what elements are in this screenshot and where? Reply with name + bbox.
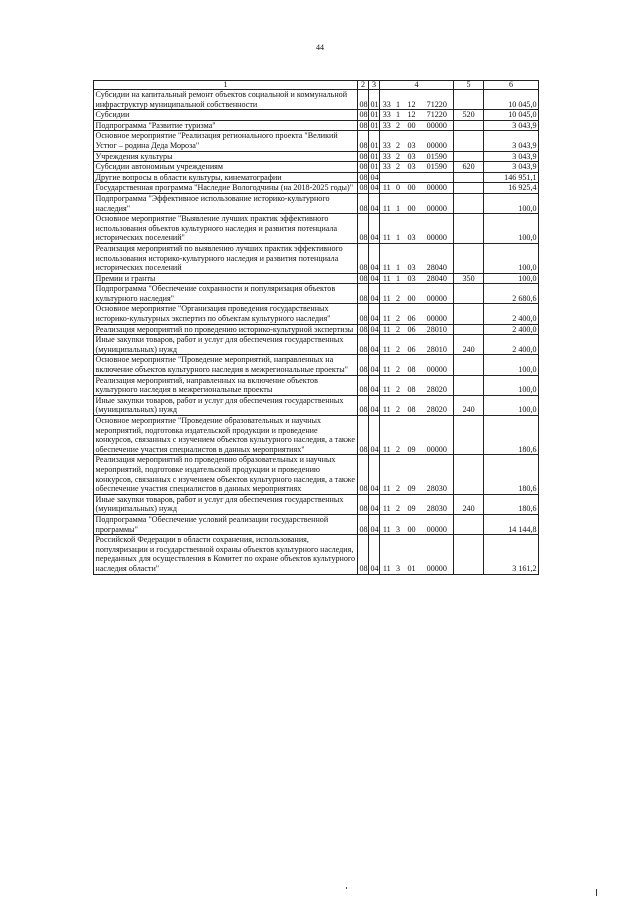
row-target-code-part: 00000 xyxy=(421,131,454,151)
row-subsection-cell: 04 xyxy=(369,214,380,244)
row-target-code-part: 11 xyxy=(380,514,394,534)
row-amount-cell: 2 400,0 xyxy=(484,324,539,335)
table-row xyxy=(94,273,539,284)
row-name-cell: Иные закупки товаров, работ и услуг для обеспечения государственных (муниципальных) нужд xyxy=(94,494,358,514)
table-row xyxy=(94,90,539,110)
row-target-code-part: 33 xyxy=(380,162,394,173)
row-target-code-part: 28020 xyxy=(421,395,454,415)
row-target-code-part: 11 xyxy=(380,416,394,455)
row-expense-type-cell xyxy=(454,151,484,162)
row-target-code-part: 11 xyxy=(380,535,394,574)
row-amount-cell: 100,0 xyxy=(484,193,539,213)
row-target-code-part: 11 xyxy=(380,455,394,494)
row-subsection-cell: 04 xyxy=(369,535,380,574)
row-amount-cell: 180,6 xyxy=(484,416,539,455)
row-target-code-part: 00 xyxy=(403,193,421,213)
row-name-cell: Основное мероприятие "Проведение образовательных и научных мероприятий, подготовка издательской продукции и проведение конкурсов, связанных с изучением объектов культурного наследия, а также обеспечение участия специалистов в данных мероприятиях" xyxy=(94,416,358,455)
row-expense-type-cell: 240 xyxy=(454,494,484,514)
table-row xyxy=(94,151,539,162)
row-expense-type-cell xyxy=(454,535,484,574)
row-target-code-part: 33 xyxy=(380,131,394,151)
table-row xyxy=(94,284,539,304)
row-target-code-part: 1 xyxy=(394,90,403,110)
table-row xyxy=(94,416,539,455)
row-name-cell: Реализация мероприятий по проведению историко-культурной экспертизы xyxy=(94,324,358,335)
table-row xyxy=(94,335,539,355)
row-amount-cell: 100,0 xyxy=(484,395,539,415)
row-target-code-part: 00000 xyxy=(421,183,454,194)
table-row xyxy=(94,355,539,375)
row-target-code-part xyxy=(380,172,394,183)
row-subsection-cell: 01 xyxy=(370,151,379,161)
row-section-cell: 08 xyxy=(359,172,368,182)
row-expense-type-cell xyxy=(454,172,484,183)
table-body xyxy=(94,90,539,575)
row-subsection-cell: 04 xyxy=(369,416,380,455)
row-target-code-part: 11 xyxy=(380,494,394,514)
row-target-code-part: 2 xyxy=(394,395,403,415)
row-target-code-part: 06 xyxy=(403,335,421,355)
scan-mark xyxy=(346,887,347,889)
row-target-code-part: 03 xyxy=(403,243,421,273)
page-number: 44 xyxy=(316,43,324,52)
table-row xyxy=(94,162,539,173)
row-target-code-part: 11 xyxy=(380,183,394,194)
table-row xyxy=(94,494,539,514)
row-target-code-part: 00000 xyxy=(421,535,454,574)
row-name-cell: Субсидии автономным учреждениям xyxy=(94,162,358,173)
row-expense-type-cell xyxy=(454,455,484,494)
row-target-code-part: 2 xyxy=(394,324,403,335)
row-target-code-part: 08 xyxy=(403,375,421,395)
row-target-code-part: 1 xyxy=(394,193,403,213)
row-amount-cell: 2 400,0 xyxy=(484,335,539,355)
row-target-code-part: 2 xyxy=(394,455,403,494)
row-section-cell: 08 xyxy=(359,162,368,172)
row-expense-type-cell: 520 xyxy=(454,110,484,121)
row-target-code-part: 03 xyxy=(403,131,421,151)
row-target-code-part: 1 xyxy=(394,214,403,244)
row-target-code-part: 01590 xyxy=(421,151,454,162)
header-cell-4: 4 xyxy=(380,81,454,90)
row-section-cell: 08 xyxy=(358,335,369,355)
table-row xyxy=(94,120,539,131)
row-section-cell: 08 xyxy=(358,243,369,273)
row-name-cell: Реализация мероприятий по проведению образовательных и научных мероприятий, подготовке издательской продукции и проведению конкурсов, связанных с изучением объектов культурного наследия, а также обеспечение участия специалистов в данных мероприятиях xyxy=(94,455,358,494)
row-target-code-part: 06 xyxy=(403,324,421,335)
row-amount-cell: 10 045,0 xyxy=(484,110,539,121)
row-target-code-part: 1 xyxy=(394,110,403,121)
row-subsection-cell: 01 xyxy=(370,162,379,172)
row-section-cell: 08 xyxy=(358,395,369,415)
row-target-code-part: 2 xyxy=(394,416,403,455)
row-target-code-part: 2 xyxy=(394,120,403,131)
row-target-code-part: 11 xyxy=(380,324,394,335)
row-target-code-part: 2 xyxy=(394,355,403,375)
row-target-code-part: 12 xyxy=(403,110,421,121)
row-section-cell: 08 xyxy=(358,131,369,151)
row-target-code-part: 28030 xyxy=(421,455,454,494)
row-section-cell: 08 xyxy=(358,90,369,110)
row-amount-cell: 180,6 xyxy=(484,494,539,514)
row-target-code-part: 0 xyxy=(394,183,403,194)
row-target-code-part: 00000 xyxy=(421,120,454,131)
row-target-code-part: 71220 xyxy=(421,110,454,121)
table-row xyxy=(94,304,539,324)
row-target-code-part: 00000 xyxy=(421,284,454,304)
row-target-code-part: 28040 xyxy=(421,243,454,273)
row-section-cell: 08 xyxy=(358,375,369,395)
row-target-code-part: 3 xyxy=(394,535,403,574)
row-expense-type-cell xyxy=(454,90,484,110)
row-name-cell: Подпрограмма "Эффективное использование историко-культурного наследия" xyxy=(94,193,358,213)
row-target-code-part: 00000 xyxy=(421,416,454,455)
row-target-code-part: 33 xyxy=(380,90,394,110)
budget-table xyxy=(93,80,539,575)
row-name-cell: Премии и гранты xyxy=(94,273,358,284)
row-name-cell: Основное мероприятие "Выявление лучших практик эффективного использования объектов культурного наследия и развития потенциала исторических поселений" xyxy=(94,214,358,244)
table-row xyxy=(94,455,539,494)
row-subsection-cell: 04 xyxy=(369,355,380,375)
row-expense-type-cell xyxy=(454,120,484,131)
table-row xyxy=(94,514,539,534)
row-name-cell: Реализация мероприятий, направленных на включение объектов культурного наследия в межрегиональные проекты xyxy=(94,375,358,395)
row-target-code-part: 2 xyxy=(394,151,403,162)
row-amount-cell: 100,0 xyxy=(484,355,539,375)
row-target-code-part: 71220 xyxy=(421,90,454,110)
row-target-code-part: 1 xyxy=(394,273,403,284)
table-row xyxy=(94,172,539,183)
row-target-code-part: 11 xyxy=(380,335,394,355)
row-target-code-part xyxy=(421,172,454,183)
row-target-code-part: 09 xyxy=(403,416,421,455)
row-amount-cell: 180,6 xyxy=(484,455,539,494)
row-target-code-part: 01 xyxy=(403,535,421,574)
row-expense-type-cell xyxy=(454,514,484,534)
row-target-code-part: 08 xyxy=(403,355,421,375)
row-target-code-part: 11 xyxy=(380,355,394,375)
row-expense-type-cell: 620 xyxy=(454,162,484,173)
row-target-code-part: 28030 xyxy=(421,494,454,514)
row-name-cell: Реализация мероприятий по выявлению лучших практик эффективного использования историко-культурного наследия и развития потенциала исторических поселений xyxy=(94,243,358,273)
row-section-cell: 08 xyxy=(358,304,369,324)
row-amount-cell: 100,0 xyxy=(484,273,539,284)
row-target-code-part xyxy=(394,172,403,183)
row-section-cell: 08 xyxy=(358,514,369,534)
row-amount-cell: 14 144,8 xyxy=(484,514,539,534)
row-target-code-part: 11 xyxy=(380,214,394,244)
row-target-code-part: 11 xyxy=(380,243,394,273)
row-target-code-part: 03 xyxy=(403,162,421,173)
row-name-cell: Государственная программа "Наследие Вологодчины (на 2018-2025 годы)" xyxy=(94,183,358,194)
row-section-cell: 08 xyxy=(358,494,369,514)
row-expense-type-cell xyxy=(454,284,484,304)
row-subsection-cell: 04 xyxy=(369,335,380,355)
row-subsection-cell: 04 xyxy=(369,375,380,395)
row-target-code-part: 2 xyxy=(394,304,403,324)
header-cell-1: 1 xyxy=(94,81,358,90)
row-target-code-part: 11 xyxy=(380,284,394,304)
row-expense-type-cell: 240 xyxy=(454,335,484,355)
row-section-cell: 08 xyxy=(358,455,369,494)
header-cell-5: 5 xyxy=(454,81,484,90)
row-target-code-part: 03 xyxy=(403,273,421,284)
header-cell-2: 2 xyxy=(358,81,369,90)
row-name-cell: Подпрограмма "Развитие туризма" xyxy=(94,120,358,131)
table-row xyxy=(94,324,539,335)
table-row xyxy=(94,183,539,194)
row-target-code-part: 00 xyxy=(403,120,421,131)
row-target-code-part: 11 xyxy=(380,304,394,324)
row-subsection-cell: 01 xyxy=(369,131,380,151)
table-row xyxy=(94,243,539,273)
row-target-code-part: 00000 xyxy=(421,193,454,213)
row-subsection-cell: 04 xyxy=(370,324,379,334)
row-section-cell: 08 xyxy=(358,355,369,375)
row-target-code-part: 00000 xyxy=(421,214,454,244)
row-target-code-part: 2 xyxy=(394,131,403,151)
row-target-code-part: 11 xyxy=(380,193,394,213)
table-row xyxy=(94,110,539,121)
row-name-cell: Основное мероприятие "Организация проведения государственных историко-культурных экспертиз по объектам культурного наследия" xyxy=(94,304,358,324)
row-target-code-part: 09 xyxy=(403,455,421,494)
row-target-code-part: 28010 xyxy=(421,324,454,335)
row-section-cell: 08 xyxy=(358,284,369,304)
row-target-code-part: 2 xyxy=(394,494,403,514)
row-name-cell: Иные закупки товаров, работ и услуг для обеспечения государственных (муниципальных) нужд xyxy=(94,395,358,415)
row-target-code-part: 09 xyxy=(403,494,421,514)
row-section-cell: 08 xyxy=(359,151,368,161)
row-section-cell: 08 xyxy=(358,416,369,455)
row-expense-type-cell xyxy=(454,324,484,335)
row-target-code-part: 2 xyxy=(394,375,403,395)
row-target-code-part: 00000 xyxy=(421,355,454,375)
row-target-code-part: 2 xyxy=(394,335,403,355)
row-expense-type-cell xyxy=(454,243,484,273)
row-subsection-cell: 01 xyxy=(369,90,380,110)
row-subsection-cell: 04 xyxy=(369,193,380,213)
row-target-code-part: 03 xyxy=(403,151,421,162)
row-target-code-part: 11 xyxy=(380,395,394,415)
row-amount-cell: 100,0 xyxy=(484,375,539,395)
row-amount-cell: 3 161,2 xyxy=(484,535,539,574)
row-name-cell: Основное мероприятие "Реализация регионального проекта "Великий Устюг – родина Деда Мороза" xyxy=(94,131,358,151)
row-target-code-part: 1 xyxy=(394,243,403,273)
row-amount-cell: 3 043,9 xyxy=(484,151,539,162)
row-section-cell: 08 xyxy=(359,120,368,130)
row-amount-cell: 146 951,1 xyxy=(484,172,539,183)
header-cell-3: 3 xyxy=(369,81,380,90)
row-expense-type-cell xyxy=(454,304,484,324)
row-target-code-part: 06 xyxy=(403,304,421,324)
row-target-code-part: 11 xyxy=(380,273,394,284)
row-subsection-cell: 04 xyxy=(369,304,380,324)
row-expense-type-cell: 350 xyxy=(454,273,484,284)
row-name-cell: Иные закупки товаров, работ и услуг для обеспечения государственных (муниципальных) нужд xyxy=(94,335,358,355)
row-target-code-part: 08 xyxy=(403,395,421,415)
row-expense-type-cell xyxy=(454,375,484,395)
row-name-cell: Российской Федерации в области сохранения, использования, популяризации и государственной охраны объектов культурного наследия, переданных для осуществления в Комитет по охране объектов культурного наследия области" xyxy=(94,535,358,574)
row-amount-cell: 3 043,9 xyxy=(484,120,539,131)
row-expense-type-cell xyxy=(454,183,484,194)
scan-mark xyxy=(596,889,597,896)
table-row xyxy=(94,395,539,415)
row-target-code-part: 28020 xyxy=(421,375,454,395)
row-target-code-part: 00000 xyxy=(421,514,454,534)
row-name-cell: Учреждения культуры xyxy=(94,151,358,162)
row-name-cell: Другие вопросы в области культуры, кинематографии xyxy=(94,172,358,183)
row-section-cell: 08 xyxy=(359,273,368,283)
row-target-code-part: 33 xyxy=(380,120,394,131)
row-subsection-cell: 01 xyxy=(370,120,379,130)
row-subsection-cell: 04 xyxy=(369,395,380,415)
row-subsection-cell: 01 xyxy=(370,110,379,120)
table-row xyxy=(94,375,539,395)
header-cell-6: 6 xyxy=(484,81,539,90)
table-row xyxy=(94,131,539,151)
row-target-code-part: 00 xyxy=(403,183,421,194)
row-expense-type-cell xyxy=(454,355,484,375)
row-expense-type-cell xyxy=(454,214,484,244)
row-target-code-part: 28010 xyxy=(421,335,454,355)
row-target-code-part: 33 xyxy=(380,151,394,162)
row-subsection-cell: 04 xyxy=(369,494,380,514)
row-subsection-cell: 04 xyxy=(370,273,379,283)
row-target-code-part: 2 xyxy=(394,162,403,173)
row-section-cell: 08 xyxy=(358,214,369,244)
row-name-cell: Субсидии xyxy=(94,110,358,121)
row-name-cell: Подпрограмма "Обеспечение условий реализации государственной программы" xyxy=(94,514,358,534)
row-amount-cell: 10 045,0 xyxy=(484,90,539,110)
row-amount-cell: 2 680,6 xyxy=(484,284,539,304)
row-subsection-cell: 04 xyxy=(370,183,379,193)
row-section-cell: 08 xyxy=(359,110,368,120)
row-subsection-cell: 04 xyxy=(370,172,379,182)
row-target-code-part: 00 xyxy=(403,514,421,534)
row-target-code-part xyxy=(403,172,421,183)
row-section-cell: 08 xyxy=(359,324,368,334)
row-target-code-part: 03 xyxy=(403,214,421,244)
row-target-code-part: 00000 xyxy=(421,304,454,324)
row-target-code-part: 2 xyxy=(394,284,403,304)
row-target-code-part: 3 xyxy=(394,514,403,534)
row-expense-type-cell: 240 xyxy=(454,395,484,415)
row-subsection-cell: 04 xyxy=(369,455,380,494)
row-subsection-cell: 04 xyxy=(369,284,380,304)
row-subsection-cell: 04 xyxy=(369,514,380,534)
row-section-cell: 08 xyxy=(359,183,368,193)
table-row xyxy=(94,535,539,574)
row-expense-type-cell xyxy=(454,416,484,455)
row-target-code-part: 33 xyxy=(380,110,394,121)
row-name-cell: Субсидии на капитальный ремонт объектов социальной и коммунальной инфраструктур муниципальной собственности xyxy=(94,90,358,110)
row-target-code-part: 12 xyxy=(403,90,421,110)
row-section-cell: 08 xyxy=(358,193,369,213)
row-target-code-part: 00 xyxy=(403,284,421,304)
row-target-code-part: 28040 xyxy=(421,273,454,284)
header-row xyxy=(94,81,539,90)
row-name-cell: Подпрограмма "Обеспечение сохранности и популяризация объектов культурного наследия" xyxy=(94,284,358,304)
row-section-cell: 08 xyxy=(358,535,369,574)
row-expense-type-cell xyxy=(454,193,484,213)
table-row xyxy=(94,214,539,244)
row-expense-type-cell xyxy=(454,131,484,151)
row-target-code-part: 01590 xyxy=(421,162,454,173)
row-amount-cell: 2 400,0 xyxy=(484,304,539,324)
row-target-code-part: 11 xyxy=(380,375,394,395)
table-row xyxy=(94,193,539,213)
row-amount-cell: 100,0 xyxy=(484,214,539,244)
row-amount-cell: 16 925,4 xyxy=(484,183,539,194)
row-amount-cell: 3 043,9 xyxy=(484,131,539,151)
row-amount-cell: 100,0 xyxy=(484,243,539,273)
row-amount-cell: 3 043,9 xyxy=(484,162,539,173)
row-name-cell: Основное мероприятие "Проведение мероприятий, направленных на включение объектов культурного наследия в межрегиональные проекты" xyxy=(94,355,358,375)
row-subsection-cell: 04 xyxy=(369,243,380,273)
